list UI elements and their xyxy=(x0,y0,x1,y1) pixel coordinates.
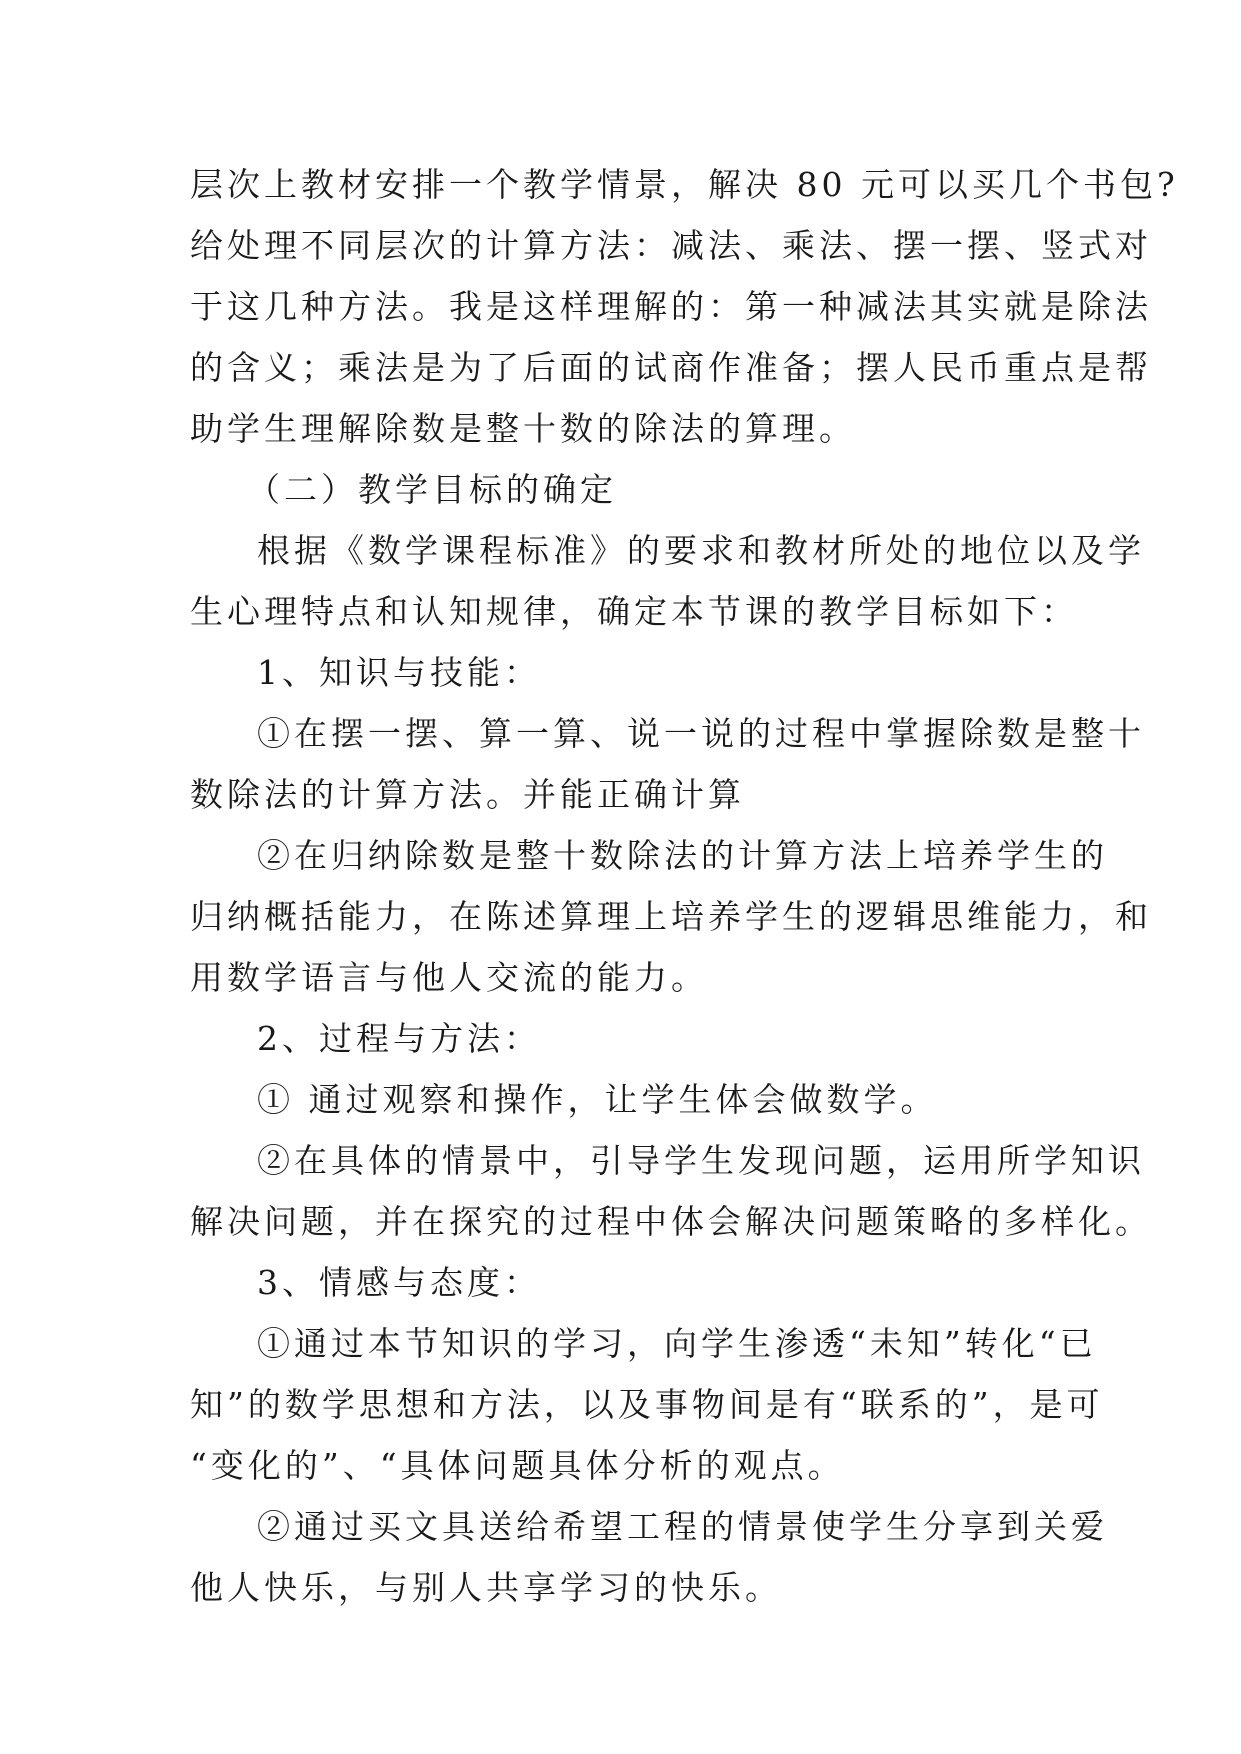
paragraph-line: ②在具体的情景中，引导学生发现问题，运用所学知识 xyxy=(257,1141,1145,1180)
paragraph-line: 生心理特点和认知规律，确定本节课的教学目标如下： xyxy=(190,592,1078,631)
paragraph-line: ②通过买文具送给希望工程的情景使学生分享到关爱 xyxy=(257,1507,1108,1546)
subsection-heading: 2、过程与方法： xyxy=(257,1019,541,1058)
subsection-heading: 1、知识与技能： xyxy=(257,653,541,692)
paragraph-line: 给处理不同层次的计算方法：减法、乘法、摆一摆、竖式对 xyxy=(190,226,1152,265)
paragraph-line: 归纳概括能力，在陈述算理上培养学生的逻辑思维能力，和 xyxy=(190,897,1152,936)
paragraph-line: ①通过本节知识的学习，向学生渗透“未知”转化“已 xyxy=(257,1324,1097,1363)
paragraph-line: “变化的”、“具体问题具体分析的观点。 xyxy=(190,1446,845,1485)
section-heading: （二）教学目标的确定 xyxy=(247,470,617,509)
paragraph-line: ②在归纳除数是整十数除法的计算方法上培养学生的 xyxy=(257,836,1108,875)
paragraph-line: 他人快乐，与别人共享学习的快乐。 xyxy=(190,1568,782,1607)
paragraph-line: 根据《数学课程标准》的要求和教材所处的地位以及学 xyxy=(257,531,1145,570)
paragraph-line: 数除法的计算方法。并能正确计算 xyxy=(190,775,745,814)
paragraph-line: 知”的数学思想和方法，以及事物间是有“联系的”，是可 xyxy=(190,1385,1104,1424)
paragraph-line: 解决问题，并在探究的过程中体会解决问题策略的多样化。 xyxy=(190,1202,1152,1241)
paragraph-line: 层次上教材安排一个教学情景，解决 80 元可以买几个书包? xyxy=(190,165,1179,204)
paragraph-line: 于这几种方法。我是这样理解的：第一种减法其实就是除法 xyxy=(190,287,1152,326)
paragraph-line: ①在摆一摆、算一算、说一说的过程中掌握除数是整十 xyxy=(257,714,1145,753)
paragraph-line: 用数学语言与他人交流的能力。 xyxy=(190,958,708,997)
paragraph-line: 助学生理解除数是整十数的除法的算理。 xyxy=(190,409,856,448)
paragraph-line: 的含义；乘法是为了后面的试商作准备；摆人民币重点是帮 xyxy=(190,348,1152,387)
subsection-heading: 3、情感与态度： xyxy=(257,1263,541,1302)
paragraph-line: ① 通过观察和操作，让学生体会做数学。 xyxy=(257,1080,938,1119)
